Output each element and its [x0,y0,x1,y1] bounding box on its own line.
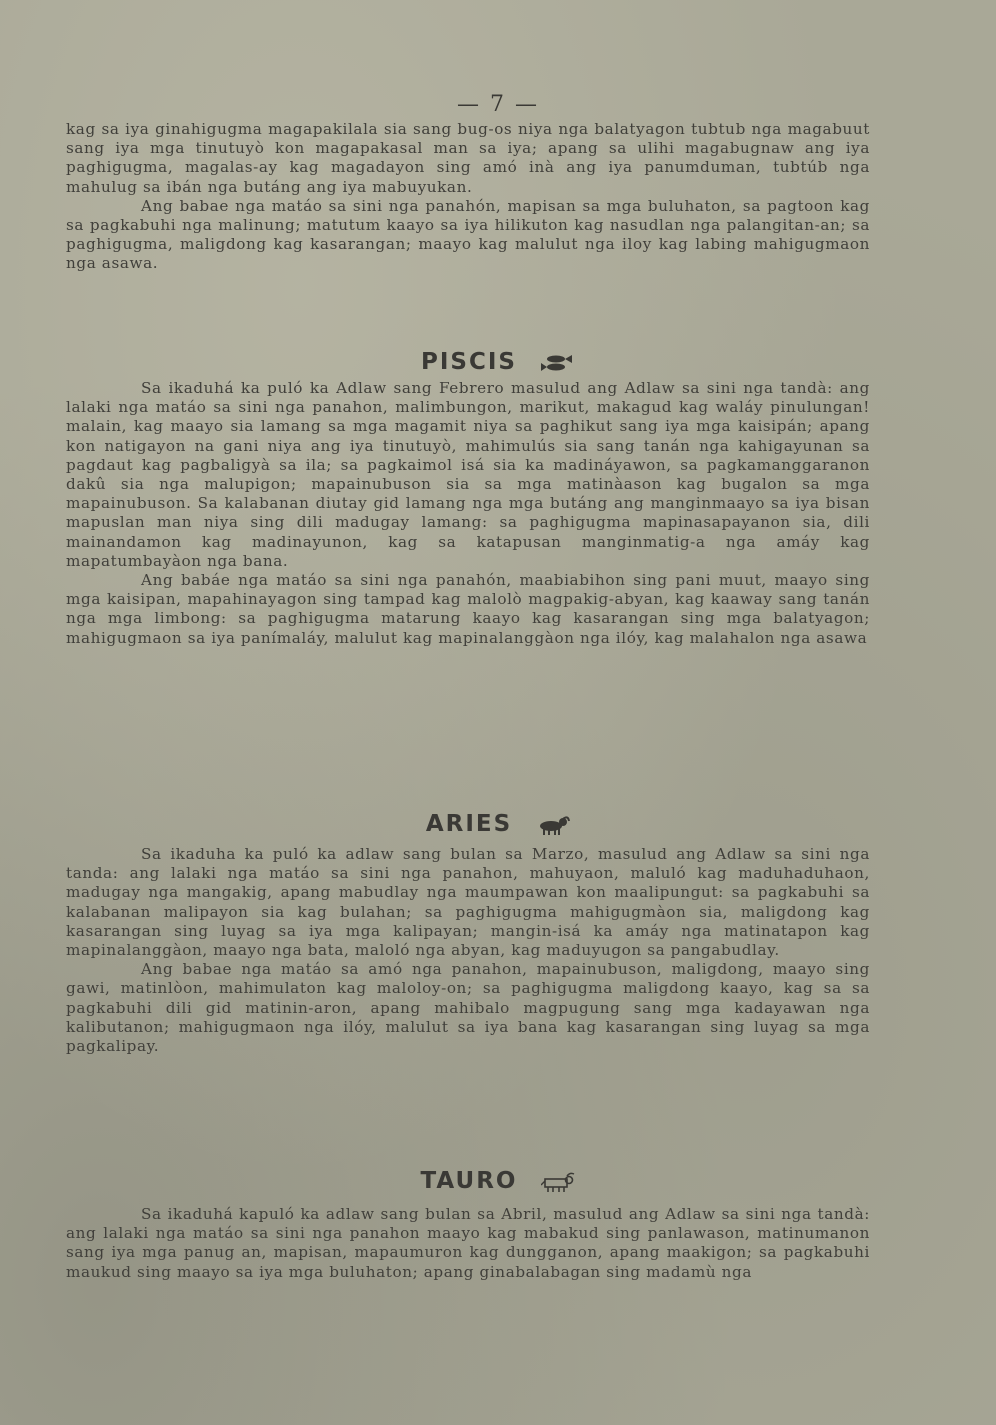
bull-icon [541,1171,575,1193]
piscis-paragraph-2: Ang babáe nga matáo sa sini nga panahón, maabiabihon sing pani muut, maayo sing mga kaisipan, mapahinayagon sing tampad kag malolò magpakig-abyan, kag kaaway sang tanán nga mga limbong: sa paghigugma matarung kaayo kag kasarangan sing mga balatyagon; mahigugmaon sa iya panímaláy, malulut kag mapinalanggàon nga ilóy, kag malahalon nga asawa [66,571,870,647]
fish-icon [541,352,575,374]
tauro-paragraph-1: Sa ikaduhá kapuló ka adlaw sang bulan sa Abril, masulud ang Adlaw sa sini nga tandà: ang lalaki nga matáo sa sini nga panahon maayo kag mabakud sing panlawason, matinumanon sang iya mga panug an, mapisan, mapaumuron kag dungganon, apang maakigon; sa pagkabuhi maukud sing maayo sa iya mga buluhaton; apang ginabalabagan sing madamù nga [66,1205,870,1281]
aries-paragraph-2: Ang babae nga matáo sa amó nga panahon, mapainubuson, maligdong, maayo sing gawi, matinlòon, mahimulaton kag maloloy-on; sa paghigugma maligdong kaayo, kag sa sa pagkabuhi dili gid matinin-aron, apang mahibalo magpugung sang mga kadayawan nga kalibutanon; mahigugmaon nga ilóy, malulut sa iya bana kag kasarangan sing luyag sa mga pagkalipay. [66,960,870,1056]
piscis-text [66,379,870,648]
page-number: — 7 — [457,92,539,117]
heading-label: ARIES [425,811,513,837]
section-heading-piscis [0,349,996,375]
piscis-paragraph-1: Sa ikaduhá ka puló ka Adlaw sang Febrero masulud ang Adlaw sa sini nga tandà: ang lalaki nga matáo sa sini nga panahon, malimbungon, marikut, makagud kag waláy pinulungan! malain, kag maayo sia lamang sa mga magamit niya sa paghikut sang iya mga kaisipán; apang kon natigayon na gani niya ang iya tinutuyò, mahimulús sia sang tanán nga kahigayunan sa pagdaut kag pagbaligyà sa ila; sa pagkaimol isá sia ka madináyawon, sa pagkamanggaranon dakû sia nga malupigon; mapainubuson sia sa mga matinàason kag bugalon sa mga mapainubuson. Sa kalabanan diutay gid lamang nga mga butáng ang manginmaayo sa iya bisan mapuslan man niya sing dili madugay lamang: sa paghigugma mapinasapayanon sia, dili mainandamon kag madinayunon, kag sa katapusan manginmatig-a nga amáy kag mapatumbayàon nga bana. [66,379,870,570]
ram-icon [536,814,570,836]
section-heading-tauro [0,1168,996,1194]
aries-paragraph-1: Sa ikaduha ka puló ka adlaw sang bulan sa Marzo, masulud ang Adlaw sa sini nga tanda: ang lalaki nga matáo sa sini nga panahon, mahuyaon, maluló kag maduhaduhaon, madugay nga mangakig, apang mabudlay nga maumpawan kon maalipungut: sa pagkabuhi sa kalabanan malipayon sia kag bulahan; sa paghigugma mahigugmàon sia, maligdong kag kasarangan sing luyag sa iya mga kalipayan; mangin-isá ka amáy nga matinatapon kag mapinalanggàon, maayo nga bata, maloló nga abyan, kag maduyugon sa pangabudlay. [66,845,870,960]
section-heading-aries [0,811,996,837]
aries-text [66,845,870,1056]
intro-paragraph-1: kag sa iya ginahigugma magapakilala sia sang bug-os niya nga balatyagon tubtub nga magabuut sang iya mga tinutuyò kon magapakasal man sa iya; apang sa ulihi magabugnaw ang iya paghigugma, magalas-ay kag magadayon sing amó inà ang iya panumduman, tubtúb nga mahulug sa ibán nga butáng ang iya mabuyukan. [66,120,870,196]
tauro-text [66,1205,870,1282]
heading-label: PISCIS [421,349,517,375]
intro-text [66,120,870,274]
intro-paragraph-2: Ang babae nga matáo sa sini nga panahón, mapisan sa mga buluhaton, sa pagtoon kag sa pagkabuhi nga malinung; matutum kaayo sa iya hilikuton kag nasudlan nga palangitan-an; sa paghigugma, maligdong kag kasarangan; maayo kag malulut nga iloy kag labing mahigugmaon nga asawa. [66,196,870,273]
heading-label: TAURO [420,1168,518,1194]
